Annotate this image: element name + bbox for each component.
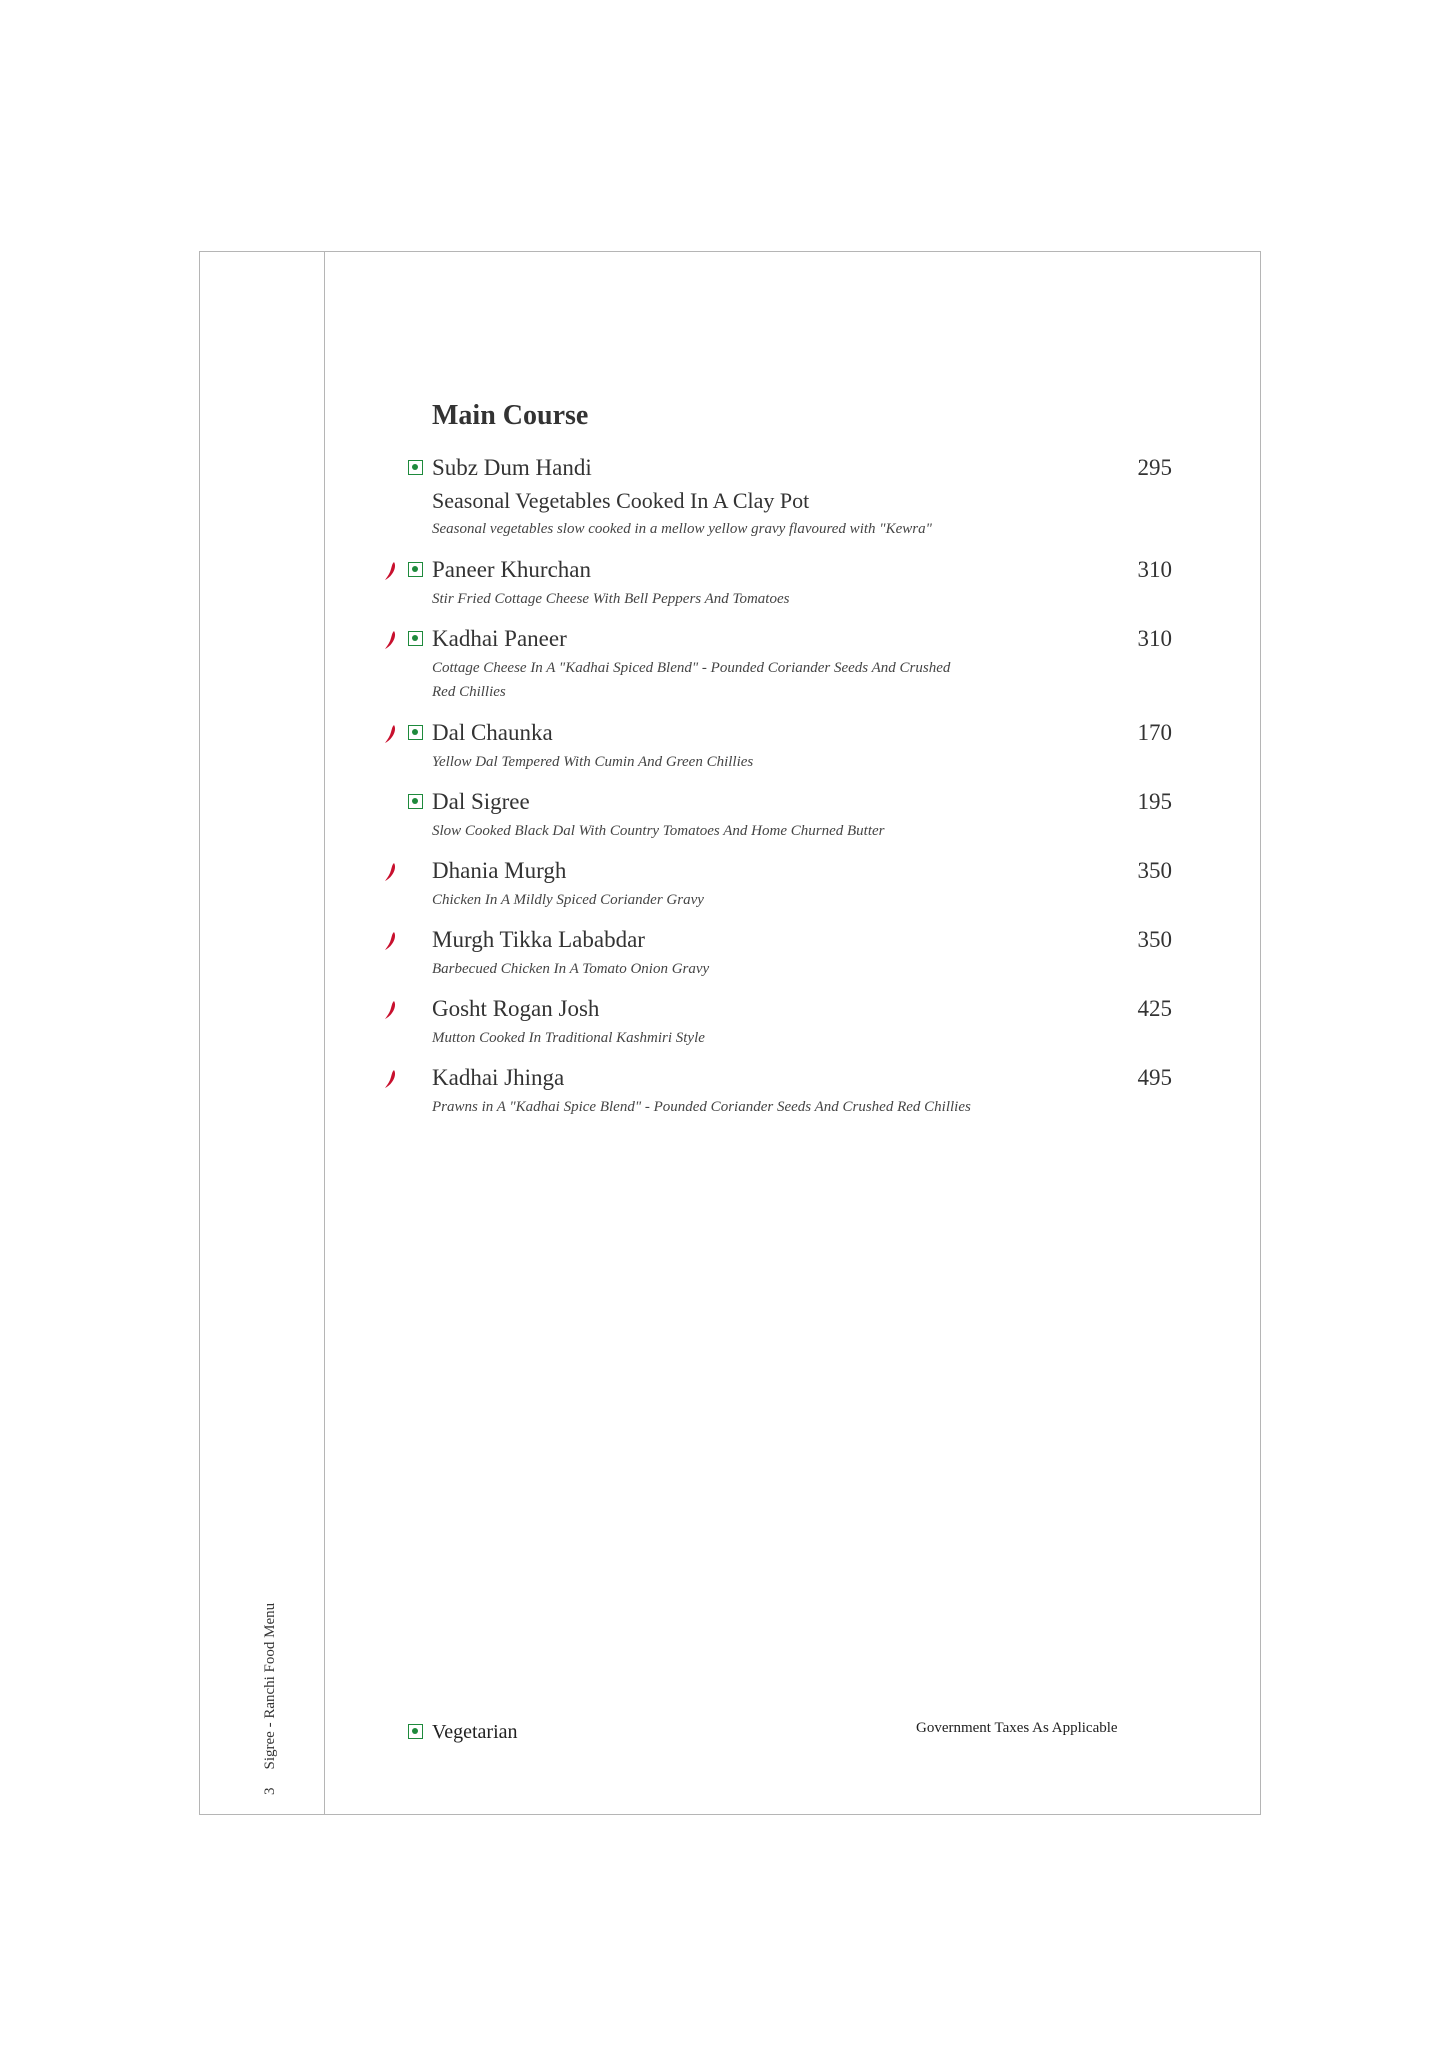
item-name: Gosht Rogan Josh xyxy=(432,996,600,1021)
item-price: 310 xyxy=(1137,626,1172,651)
item-name: Paneer Khurchan xyxy=(432,557,592,582)
veg-icon xyxy=(408,725,423,740)
item-description: Barbecued Chicken In A Tomato Onion Gravy xyxy=(432,961,710,977)
menu-item xyxy=(432,992,1172,1050)
item-price: 295 xyxy=(1137,455,1172,480)
chili-icon xyxy=(384,862,398,882)
menu-item xyxy=(432,553,1172,611)
legend-veg-label: Vegetarian xyxy=(432,1721,518,1743)
page-spine-rule xyxy=(324,251,325,1815)
item-description: Stir Fried Cottage Cheese With Bell Peppers And Tomatoes xyxy=(432,591,790,607)
item-name: Dal Chaunka xyxy=(432,720,553,745)
item-row xyxy=(432,716,1172,750)
item-row xyxy=(432,451,1172,485)
chili-icon xyxy=(384,931,398,951)
chili-icon xyxy=(384,1069,398,1089)
item-row xyxy=(432,854,1172,888)
item-description: Chicken In A Mildly Spiced Coriander Gravy xyxy=(432,892,704,908)
menu-item xyxy=(432,451,1172,541)
item-description: Slow Cooked Black Dal With Country Tomatoes And Home Churned Butter xyxy=(432,823,885,839)
menu-item xyxy=(432,854,1172,912)
menu-item xyxy=(432,1061,1172,1119)
chili-icon xyxy=(384,724,398,744)
item-name: Dal Sigree xyxy=(432,789,530,814)
item-price: 310 xyxy=(1137,557,1172,582)
section-title: Main Course xyxy=(432,400,589,431)
menu-item xyxy=(432,785,1172,843)
item-description: Seasonal vegetables slow cooked in a mellow yellow gravy flavoured with "Kewra" xyxy=(432,521,932,537)
footer-brand: Sigree - Ranchi Food Menu xyxy=(262,1602,278,1770)
item-row xyxy=(432,992,1172,1026)
item-description: Mutton Cooked In Traditional Kashmiri Style xyxy=(432,1030,705,1046)
taxes-note: Government Taxes As Applicable xyxy=(916,1720,1118,1736)
item-description: Prawns in A "Kadhai Spice Blend" - Pounded Coriander Seeds And Crushed Red Chillies xyxy=(432,1099,971,1115)
item-row xyxy=(432,553,1172,587)
side-footer xyxy=(262,1603,279,1795)
item-description: Yellow Dal Tempered With Cumin And Green Chillies xyxy=(432,754,754,770)
item-subtitle: Seasonal Vegetables Cooked In A Clay Pot xyxy=(432,488,810,513)
chili-icon xyxy=(384,630,398,650)
legend xyxy=(432,1718,518,1746)
menu-item xyxy=(432,622,1172,704)
item-price: 195 xyxy=(1137,789,1172,814)
chili-icon xyxy=(384,561,398,581)
veg-icon xyxy=(408,794,423,809)
menu-item xyxy=(432,923,1172,981)
veg-icon xyxy=(408,460,423,475)
item-name: Murgh Tikka Lababdar xyxy=(432,927,645,952)
item-price: 350 xyxy=(1137,927,1172,952)
item-description: Cottage Cheese In A "Kadhai Spiced Blend" - Pounded Coriander Seeds And Crushed Red Chillies xyxy=(432,660,951,700)
chili-icon xyxy=(384,1000,398,1020)
veg-icon xyxy=(408,1724,423,1739)
menu-item xyxy=(432,716,1172,774)
page-number: 3 xyxy=(262,1787,278,1795)
item-name: Subz Dum Handi xyxy=(432,455,592,480)
item-name: Kadhai Jhinga xyxy=(432,1065,565,1090)
item-price: 495 xyxy=(1137,1065,1172,1090)
item-price: 425 xyxy=(1137,996,1172,1021)
item-name: Kadhai Paneer xyxy=(432,626,567,651)
item-name: Dhania Murgh xyxy=(432,858,567,883)
item-row xyxy=(432,1061,1172,1095)
item-row xyxy=(432,785,1172,819)
item-price: 350 xyxy=(1137,858,1172,883)
veg-icon xyxy=(408,562,423,577)
item-row xyxy=(432,622,1172,656)
item-row xyxy=(432,923,1172,957)
veg-icon xyxy=(408,631,423,646)
item-price: 170 xyxy=(1137,720,1172,745)
